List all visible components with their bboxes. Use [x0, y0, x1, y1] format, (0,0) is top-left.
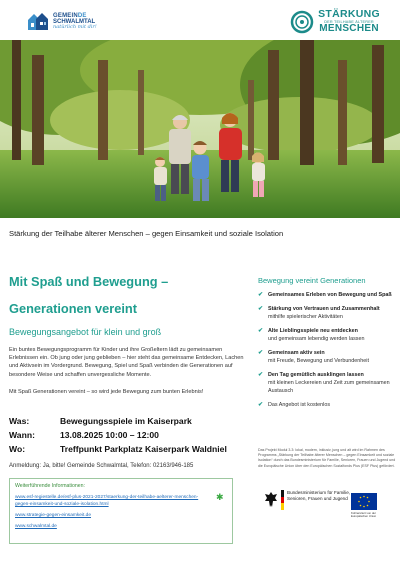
bullet-rest: mit Freude, Bewegung und Verbundenheit [268, 358, 369, 364]
bullet-bold: Alte Lieblingsspiele neu entdecken [268, 328, 358, 334]
info-row-was [9, 416, 227, 430]
check-icon: ✔ [258, 306, 264, 312]
german-flag-bar [281, 490, 284, 510]
check-icon: ✔ [258, 328, 264, 334]
info-key: Wann: [9, 430, 35, 440]
logo-tagline: natürlich mit dir! [53, 23, 97, 30]
bullet-bold: Gemeinsames Erleben von Bewegung und Spaß [268, 292, 392, 298]
links-title: Weiterführende Informationen: [15, 483, 85, 489]
houses-logo-icon [26, 10, 50, 32]
list-item [258, 349, 394, 365]
event-info [9, 416, 227, 458]
right-column [258, 276, 394, 409]
check-icon: ✔ [258, 292, 264, 298]
header [0, 0, 400, 40]
eu-logo [351, 493, 385, 519]
funding-note: Das Projekt Modul 3.3: lokal, modern, inklusiv, jung und alt wird im Rahmen des Programms „Stärkung der Teilhabe älterer Menschen – gegen Einsamkeit und soziale Isolation“ durch das Bundesministerium für Familie, Senioren, Frauen und Jugend und die Europäische Union über den Europäischen Sozialfonds Plus (ESF Plus) gefördert. [258, 448, 396, 468]
info-value: 13.08.2025 10:00 – 12:00 [60, 430, 159, 440]
bullet-rest: mit kleinen Leckereien und Zeit zum gemeinsamen Austausch [268, 380, 390, 394]
info-key: Wo: [9, 444, 26, 454]
info-row-wann [9, 430, 227, 444]
body-paragraph: Ein buntes Bewegungsprogramm für Kinder und ihre Großeltern lädt zu gemeinsamen Erlebnissen ein. Ob jung oder jung geblieben – hier steht das gemeinsame Entdecken, Lachen und Aktivsein im Vordergrund. Bewegung, Spiel und Spaß verbinden die Generationen auf besondere Weise und schaffen unvergessliche Momente. [9, 347, 244, 378]
headline [9, 268, 249, 322]
logo-text-de: DE [77, 12, 87, 19]
list-item [258, 305, 394, 321]
list-item [258, 371, 394, 395]
link-esf-regiestelle[interactable]: www.esf-regiestelle.de/esf-plus-2021-2027/staerkung-der-teilhabe-aelterer-menschen- [15, 495, 199, 500]
links-box [9, 478, 233, 544]
headline-line2: Generationen vereint [9, 301, 138, 316]
info-value: Treffpunkt Parkplatz Kaiserpark Waldniel [60, 444, 227, 454]
info-value: Bewegungsspiele im Kaiserpark [60, 416, 192, 426]
check-icon: ✔ [258, 372, 264, 378]
logo-text-schwalmtal: SCHWALMTAL [53, 18, 96, 25]
bullet-bold: Gemeinsam aktiv sein [268, 350, 325, 356]
bullet-bold: Stärkung von Vertrauen und Zusammenhalt [268, 306, 380, 312]
schwalmtal-logo [26, 10, 97, 32]
registration-note: Anmeldung: Ja, bitte! Gemeinde Schwalmtal, Telefon: 02163/946-185 [9, 463, 194, 469]
ring-logo-icon [290, 10, 314, 34]
project-subtitle: Stärkung der Teilhabe älterer Menschen – gegen Einsamkeit und soziale Isolation [9, 229, 284, 238]
star-icon: ✱ [216, 492, 224, 502]
eagle-icon [264, 490, 278, 510]
info-row-wo [9, 444, 227, 458]
hero-photo [0, 40, 400, 218]
eu-flag-icon [351, 493, 377, 510]
left-column [9, 268, 249, 396]
info-key: Was: [9, 416, 30, 426]
bullet-rest: Das Angebot ist kostenlos [268, 402, 331, 408]
check-icon: ✔ [258, 402, 264, 408]
link-schwalmtal[interactable]: www.schwalmtal.de [15, 524, 57, 529]
right-column-title: Bewegung vereint Generationen [258, 276, 366, 285]
list-item [258, 401, 394, 409]
link-strategie-gegen-einsamkeit[interactable]: www.strategie-gegen-einsamkeit.de [15, 513, 91, 518]
ministry-name: Bundesministerium für Familie, Senioren, Frauen und Jugend [287, 490, 351, 501]
eu-caption: Kofinanziert von der Europäischen Union [351, 511, 377, 519]
body-paragraph-2: Mit Spaß Generationen vereint – so wird jede Bewegung zum bunten Erlebnis! [9, 388, 204, 395]
ministry-logo [264, 490, 355, 510]
bullet-rest: und gemeinsam lebendig werden lassen [268, 336, 365, 342]
subheadline: Bewegungsangebot für klein und groß [9, 327, 162, 337]
bullet-rest: mithilfe spielerischer Aktivitäten [268, 314, 343, 320]
bullet-bold: Den Tag gemütlich ausklingen lassen [268, 372, 364, 378]
logo-right-line1: STÄRKUNG [318, 8, 380, 20]
logo-right-line2: DER TEILHABE ÄLTERER [324, 19, 374, 24]
link-esf-regiestelle-cont[interactable]: gegen-einsamkeit-und-soziale-isolation.html [15, 502, 109, 507]
headline-line1: Mit Spaß und Bewegung – [9, 274, 169, 289]
list-item [258, 327, 394, 343]
staerkung-logo [290, 9, 380, 34]
check-icon: ✔ [258, 350, 264, 356]
list-item [258, 291, 394, 299]
logo-right-line3: MENSCHEN [319, 23, 379, 35]
logo-text-gemein: GEMEIN [53, 12, 78, 19]
